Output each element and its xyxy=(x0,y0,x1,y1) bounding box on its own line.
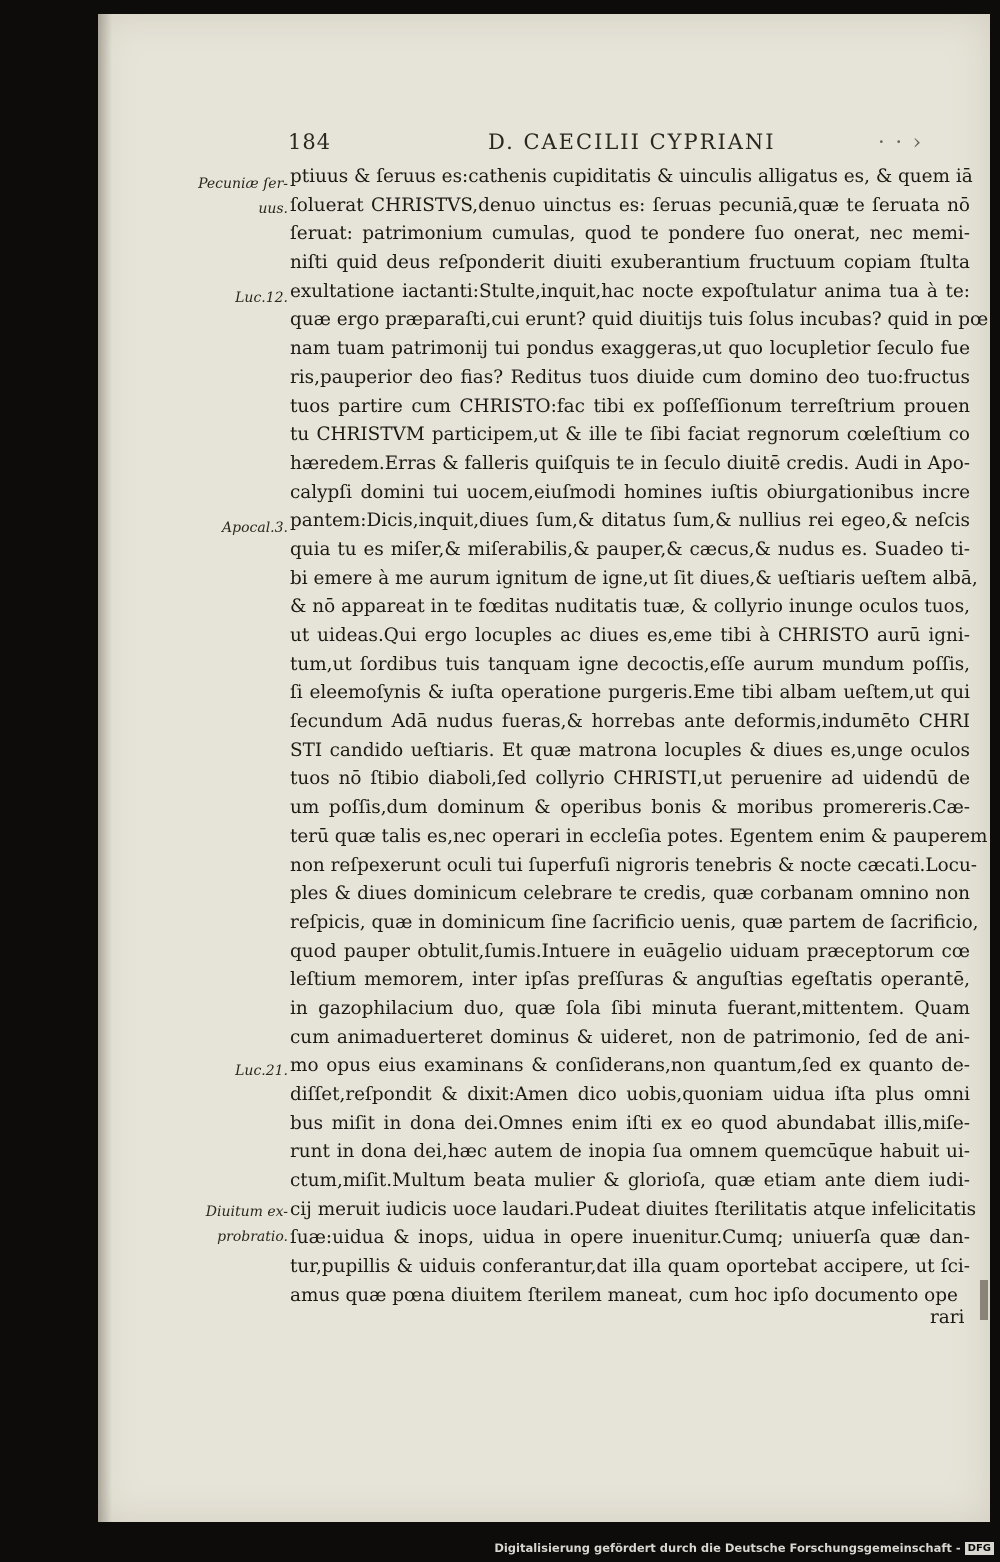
credit-text: Digitalisierung gefördert durch die Deutsche Forschungsgemeinschaft - xyxy=(494,1541,961,1555)
running-title: D. CAECILII CYPRIANI xyxy=(488,130,776,154)
running-head xyxy=(288,130,968,158)
text-line: amus quæ pœna diuitem ſterilem maneat, cum hoc ipſo documento ope xyxy=(290,1284,958,1306)
marginal-note-line: Apocal.3. xyxy=(222,520,288,536)
text-line: STI candido ueſtiaris. Et quæ matrona locuples & diues es,unge oculos xyxy=(290,739,970,761)
text-line: ut uideas.Qui ergo locuples ac diues es,eme tibi à CHRISTO aurū igni- xyxy=(290,625,970,646)
marginal-note-line: probratio. xyxy=(217,1229,288,1245)
marginal-note-luc12 xyxy=(138,286,288,311)
text-line: quæ ergo præparaſti,cui erunt? quid diuitijs tuis ſolus incubas? quid in pœ xyxy=(290,309,989,331)
text-line: ſoluerat CHRISTVS,denuo uinctus es: ſeruas pecuniā,quæ te ſeruata nō xyxy=(290,194,970,216)
marginal-note-apocal3 xyxy=(138,516,288,541)
text-line: leſtium memorem, inter ipſas preſſuras & anguſtias egeſtatis operantē, xyxy=(290,969,970,991)
catchword: rari xyxy=(930,1307,965,1328)
marginal-note-luc21 xyxy=(138,1059,288,1084)
text-line: niſti quid deus reſponderit diuiti exuberantium fructuum copiam ſtulta xyxy=(290,252,970,274)
text-line: quia tu es miſer,& miſerabilis,& pauper,& cæcus,& nudus es. Suadeo ti- xyxy=(290,538,970,560)
text-line: cij meruit iudicis uoce laudari.Pudeat diuites ſterilitatis atque infelicitatis xyxy=(290,1198,977,1220)
text-line: ſeruat: patrimonium cumulas, quod te pondere ſuo onerat, nec memi- xyxy=(290,223,970,245)
text-line: runt in dona dei,hæc autem de inopia ſua omnem quemcūque habuit ui- xyxy=(290,1141,970,1163)
marginal-note-line: Diuitum ex- xyxy=(205,1204,288,1220)
text-line: non reſpexerunt oculi tui ſuperfuſi nigroris tenebris & nocte cæcati.Locu- xyxy=(290,854,977,876)
running-head-ornament: · · › xyxy=(878,130,924,154)
text-line: ples & diues dominicum celebrare te credis, quæ corbanam omnino non xyxy=(290,883,970,905)
marginal-note-line: Pecuniæ ſer- xyxy=(198,176,288,192)
marginal-note-diuitum xyxy=(138,1200,288,1250)
marginal-note-line: Luc.21. xyxy=(235,1063,288,1079)
text-line: hæredem.Erras & falleris quiſquis te in ſeculo diuitē credis. Audi in Apo- xyxy=(290,452,970,474)
text-line: tuos nō ſtibio diaboli,ſed collyrio CHRISTI,ut peruenire ad uidendū de xyxy=(290,768,970,790)
digitization-credit xyxy=(494,1541,994,1555)
text-line: calypſi domini tui uocem,eiuſmodi homines iuſtis obiurgationibus incre xyxy=(290,481,970,503)
text-line: cum animaduerteret dominus & uideret, non de patrimonio, ſed de ani- xyxy=(290,1026,970,1048)
text-line: mo opus eius examinans & conſiderans,non quantum,ſed ex quanto de- xyxy=(290,1055,970,1077)
text-line: ptiuus & ſeruus es:cathenis cupiditatis & uinculis alligatus es, & quem iā xyxy=(290,166,973,187)
text-line: terū quæ talis es,nec operari in eccleſia potes. Egentem enim & pauperem xyxy=(290,825,988,847)
text-line: reſpicis, quæ in dominicum ſine ſacrificio uenis, quæ partem de ſacrificio, xyxy=(290,911,979,933)
text-line: tuos partire cum CHRISTO:fac tibi ex poſſeſſionum terreſtrium prouen xyxy=(290,395,970,417)
marginal-note-line: uus. xyxy=(258,201,288,217)
text-line: um poſſis,dum dominum & operibus bonis & moribus promereris.Cæ- xyxy=(290,797,970,819)
text-line: ſecundum Adā nudus fueras,& horrebas ante deformis,indumēto CHRI xyxy=(290,711,970,733)
marginal-note-line: Luc.12. xyxy=(235,290,288,306)
text-line: & nō appareat in te fœditas nuditatis tuæ, & collyrio inunge oculos tuos, xyxy=(290,596,970,618)
text-line: ſuæ:uidua & inops, uidua in opere inuenitur.Cumq; uniuerſa quæ dan- xyxy=(290,1227,970,1249)
text-line: tur,pupillis & uiduis conferantur,dat illa quam oportebat accipere, ut ſci- xyxy=(290,1256,970,1278)
scan-edge-mark xyxy=(980,1280,988,1320)
text-line: bi emere à me aurum ignitum de igne,ut ſit diues,& ueſtiaris ueſtem albā, xyxy=(290,567,978,589)
text-line: ctum,miſit.Multum beata mulier & glorioſa, quæ etiam ante diem iudi- xyxy=(290,1170,970,1192)
body-text xyxy=(290,163,989,1311)
text-line: pantem:Dicis,inquit,diues ſum,& ditatus ſum,& nullius rei egeo,& neſcis xyxy=(290,510,970,532)
page-number: 184 xyxy=(288,130,332,154)
dfg-logo-icon: DFG xyxy=(965,1542,994,1555)
text-line: in gazophilacium duo, quæ ſola ſibi minuta fuerant,mittentem. Quam xyxy=(290,997,970,1019)
text-line: quod pauper obtulit,ſumis.Intuere in euāgelio uiduam præceptorum cœ xyxy=(290,940,970,962)
marginal-note-pecuniae xyxy=(138,172,288,222)
text-line: bus miſit in dona dei.Omnes enim iſti ex eo quod abundabat illis,miſe- xyxy=(290,1112,970,1134)
text-line: tum,ut ſordibus tuis tanquam igne decoctis,eſſe aurum mundum poſſis, xyxy=(290,653,970,675)
text-line: exultatione iactanti:Stulte,inquit,hac nocte expoſtulatur anima tua à te: xyxy=(290,280,970,302)
text-line: tu CHRISTVM participem,ut & ille te ſibi faciat regnorum cœleſtium co xyxy=(290,424,970,446)
text-line: nam tuam patrimonij tui pondus exaggeras,ut quo locupletior ſeculo fue xyxy=(290,338,970,360)
text-line: ris,pauperior deo fias? Reditus tuos diuide cum domino deo tuo:fructus xyxy=(290,366,970,388)
text-line: diſſet,reſpondit & dixit:Amen dico uobis,quoniam uidua iſta plus omni xyxy=(290,1084,970,1105)
text-line: ſi eleemoſynis & iuſta operatione purgeris.Eme tibi albam ueſtem,ut qui xyxy=(290,682,970,704)
book-page xyxy=(98,14,990,1522)
